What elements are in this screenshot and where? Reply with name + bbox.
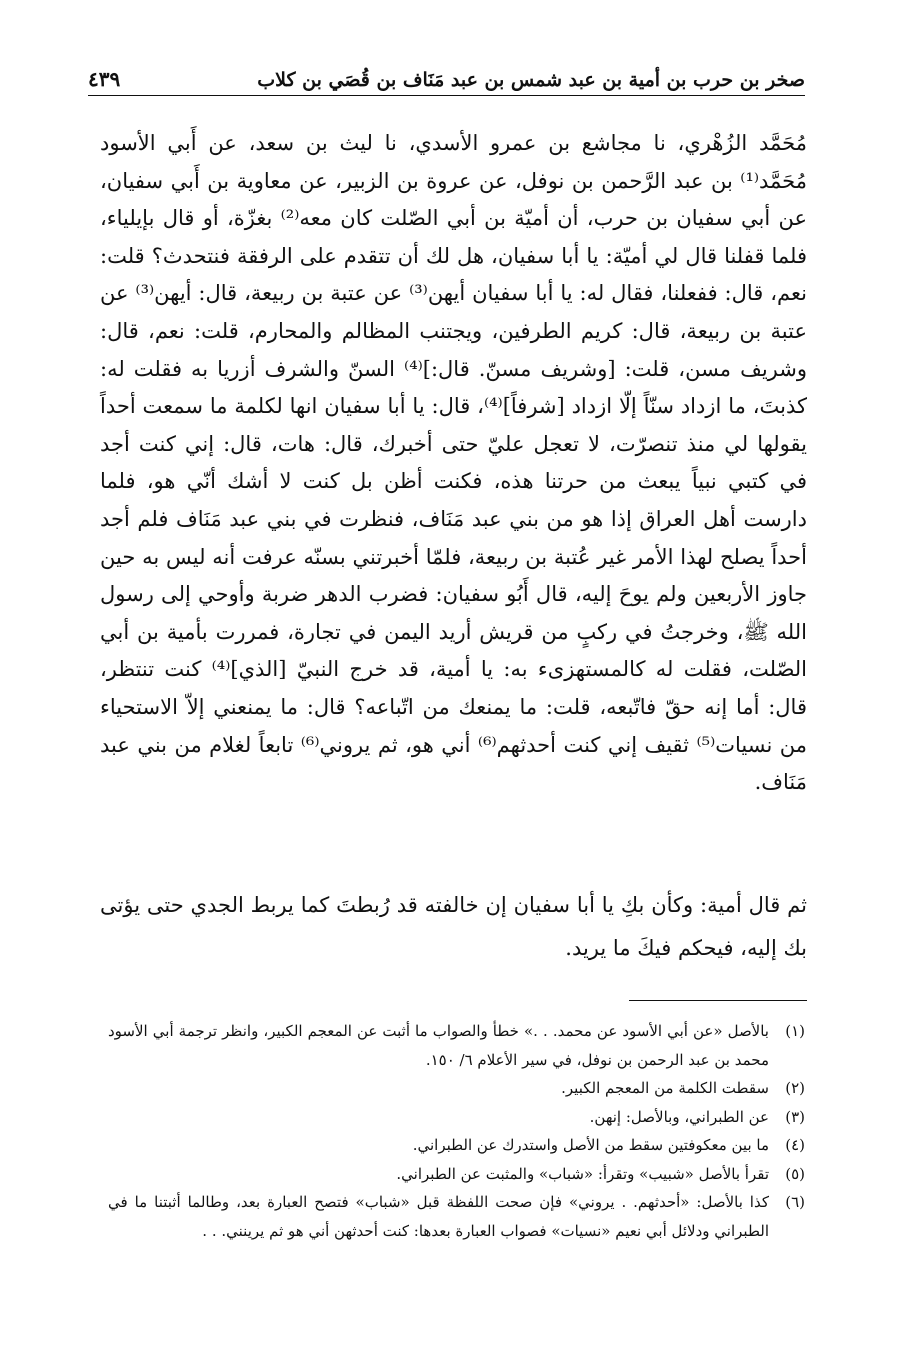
footnote-separator [629, 1000, 807, 1001]
footnote-6 [108, 1188, 805, 1245]
footnote-4 [108, 1131, 805, 1160]
footnote-number: (٦) [785, 1193, 805, 1211]
footnote-text: بالأصل «عن أبي الأسود عن محمد. . .» خطأ والصواب ما أثبت عن المعجم الكبير، وانظر ترجمة أبي الأسود محمد بن عبد الرحمن بن نوفل، في سير الأعلام ٦/ ١٥٠. [108, 1022, 769, 1069]
footnotes [108, 1017, 805, 1245]
footnote-3 [108, 1103, 805, 1132]
running-head: صخر بن حرب بن أمية بن عبد شمس بن عبد مَنَاف بن قُصَي بن كلاب [257, 69, 805, 91]
footnote-text: سقطت الكلمة من المعجم الكبير. [561, 1079, 769, 1097]
main-text-2 [100, 884, 807, 970]
footnote-text: ما بين معكوفتين سقط من الأصل واستدرك عن الطبراني. [412, 1136, 769, 1154]
body-paragraph-1: مُحَمَّد الزُهْري، نا مجاشع بن عمرو الأسدي، نا ليث بن سعد، عن أَبي الأسود مُحَمَّد⁽¹⁾ بن عبد الرَّحمن بن نوفل، عن عروة بن الزبير، عن معاوية بن أَبي سفيان، عن أبي سفيان بن حرب، أن أميّة بن أبي الصّلت كان معه⁽²⁾ بغزّة، أو قال بإيلياء، فلما قفلنا قال لي أميّة: يا أبا سفيان، هل لك أن تتقدم على الرفقة فنتحدث؟ قلت: نعم، قال: ففعلنا، فقال له: يا أبا سفيان أيهن⁽³⁾ عن عتبة بن ربيعة، قال: أيهن⁽³⁾ عن عتبة بن ربيعة، قال: كريم الطرفين، ويجتنب المظالم والمحارم، قلت: نعم، قال: وشريف مسن، قلت: [وشريف مسنّ. قال:]⁽⁴⁾ السنّ والشرف أزريا به فقلت له: كذبتَ، ما ازداد سنّاً إلّا ازداد [شرفاً]⁽⁴⁾، قال: يا أبا سفيان انها لكلمة ما سمعت أحداً يقولها لي منذ تنصرّت، لا تعجل عليّ حتى أخبرك، قال: هات، قال: إني كنت أجد في كتبي نبياً يبعث من حرتنا هذه، فكنت أظن بل كنت لا أشك أنّي هو، فلما دارست أهل العراق إذا هو من بني عبد مَنَاف، فنظرت في بني عبد مَنَاف فلم أجد أحداً يصلح لهذا الأمر غير عُتبة بن ربيعة، فلمّا أخبرتني بسنّه عرفت أنه ليس به حين جاوز الأربعين ولم يوحَ إليه، قال أَبُو سفيان: فضرب الدهر ضربة وأوحي إلى رسول الله ﷺ، وخرجتُ في ركبٍ من قريش أريد اليمن في تجارة، فمررت بأمية بن أبي الصّلت، فقلت له كالمستهزىء به: يا أمية، قد خرج النبيّ [الذي]⁽⁴⁾ كنت تنتظر، قال: أما إنه حقّ فاتّبعه، قلت: ما يمنعك من اتّباعه؟ قال: ما يمنعني إلاّ الاستحياء من نسيات⁽⁵⁾ ثقيف إني كنت أحدثهم⁽⁶⁾ أني هو، ثم يروني⁽⁶⁾ تابعاً لغلام من بني عبد مَنَاف. [100, 131, 808, 795]
footnote-number: (٣) [785, 1107, 805, 1126]
footnote-number: (٢) [785, 1079, 805, 1097]
page-header [88, 58, 805, 96]
footnote-2 [108, 1074, 805, 1103]
footnote-text: تقرأ بالأصل «شبيب» وتقرأ: «شباب» والمثبت عن الطبراني. [396, 1164, 769, 1183]
footnote-1 [108, 1017, 805, 1074]
footnote-text: عن الطبراني، وبالأصل: إنهن. [589, 1107, 769, 1126]
main-text [100, 125, 807, 802]
footnote-text: كذا بالأصل: «أحدثهم. . يروني» فإن صحت اللفظة قبل «شباب» فتصح العبارة بعد، وطالما أثبتنا ما في الطبراني ودلائل أبي نعيم «نسيات» فصواب العبارة بعدها: كنت أحدثهن أني هو ثم يرينني. . . [108, 1193, 769, 1240]
page-number: ٤٣٩ [88, 67, 121, 91]
footnote-number: (١) [785, 1022, 805, 1040]
footnote-5 [108, 1160, 805, 1189]
footnote-number: (٤) [785, 1136, 805, 1154]
body-paragraph-2: ثم قال أمية: وكأن بكِ يا أبا سفيان إن خالفته قد رُبطتَ كما يربط الجدي حتى يؤتى بك إليه، فيحكم فيكَ ما يريد. [100, 893, 807, 960]
footnote-number: (٥) [785, 1164, 805, 1183]
